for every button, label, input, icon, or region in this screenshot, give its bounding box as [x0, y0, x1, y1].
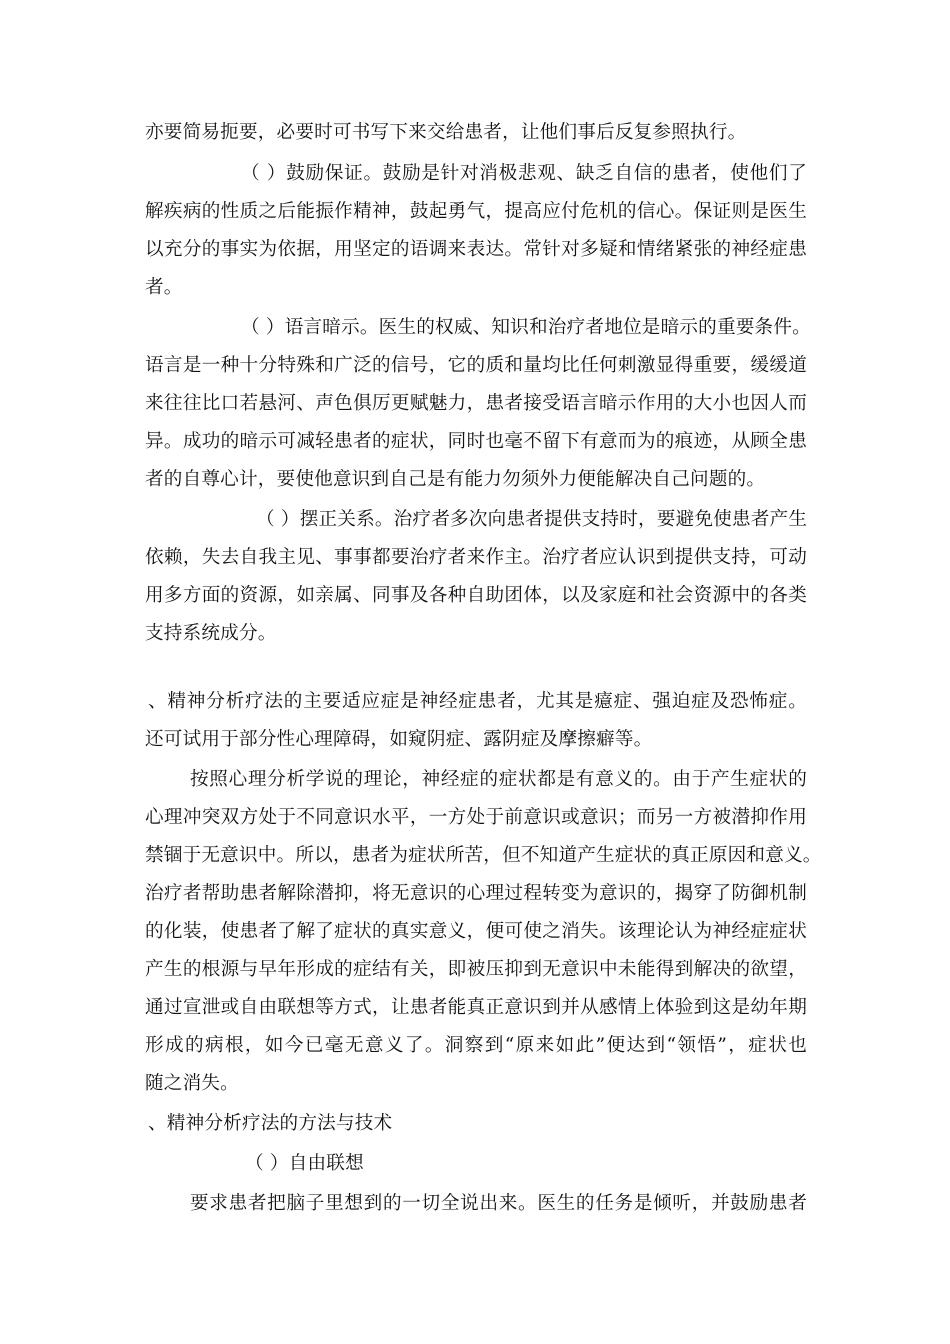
- text-line: 随之消失。: [145, 1073, 239, 1094]
- text-line: 产生的根源与早年形成的症结有关，即被压抑到无意识中未能得到解决的欲望，: [145, 959, 807, 980]
- text-line: 禁锢于无意识中。所以，患者为症状所苦，但不知道产生症状的真正原因和意义。: [145, 845, 822, 866]
- text-line: 要求患者把脑子里想到的一切全说出来。医生的任务是倾听，并鼓励患者: [190, 1193, 807, 1214]
- text-line: 用多方面的资源，如亲属、同事及各种自助团体，以及家庭和社会资源中的各类: [145, 585, 807, 606]
- text-line: 语言是一种十分特殊和广泛的信号，它的质和量均比任何刺激显得重要，缓缓道: [145, 355, 807, 376]
- text-line: 支持系统成分。: [145, 623, 277, 644]
- section-heading: 、精神分析疗法的方法与技术: [148, 1113, 393, 1134]
- text-line: 形成的病根，如今已毫无意义了。洞察到“原来如此”便达到“领悟”，症状也: [145, 1035, 807, 1056]
- text-line: 异。成功的暗示可减轻患者的症状，同时也毫不留下有意而为的痕迹，从顾全患: [145, 431, 807, 452]
- text-line: 亦要简易扼要，必要时可书写下来交给患者，让他们事后反复参照执行。: [145, 122, 747, 143]
- text-line: 者。: [145, 277, 183, 298]
- text-line: （ ）语言暗示。医生的权威、知识和治疗者地位是暗示的重要条件。: [241, 317, 811, 338]
- text-line: 的化装，使患者了解了症状的真实意义，便可使之消失。该理论认为神经症症状: [145, 921, 807, 942]
- text-line: 以充分的事实为依据，用坚定的语调来表达。常针对多疑和情绪紧张的神经症患: [145, 239, 807, 260]
- text-line: 者的自尊心计，要使他意识到自己是有能力勿须外力便能解决自己问题的。: [145, 469, 766, 490]
- text-line: 还可试用于部分性心理障碍，如窥阴症、露阴症及摩擦癖等。: [145, 729, 653, 750]
- text-line: 依赖，失去自我主见、事事都要治疗者来作主。治疗者应认识到提供支持，可动: [145, 547, 807, 568]
- text-line: （ ）摆正关系。治疗者多次向患者提供支持时，要避免使患者产生: [256, 509, 808, 530]
- text-line: 解疾病的性质之后能振作精神，鼓起勇气，提高应付危机的信心。保证则是医生: [145, 201, 807, 222]
- text-line: 通过宣泄或自由联想等方式，让患者能真正意识到并从感情上体验到这是幼年期: [145, 997, 807, 1018]
- text-line: 按照心理分析学说的理论，神经症的症状都是有意义的。由于产生症状的: [190, 769, 807, 790]
- text-line: 来往往比口若悬河、声色俱厉更赋魅力，患者接受语言暗示作用的大小也因人而: [145, 393, 807, 414]
- text-line: 、精神分析疗法的主要适应症是神经症患者，尤其是癔症、强迫症及恐怖症。: [148, 691, 807, 712]
- subsection-heading: （ ）自由联想: [245, 1153, 364, 1174]
- text-line: 治疗者帮助患者解除潜抑，将无意识的心理过程转变为意识的，揭穿了防御机制: [145, 883, 807, 904]
- text-line: （ ）鼓励保证。鼓励是针对消极悲观、缺乏自信的患者，使他们了: [241, 163, 807, 184]
- text-line: 心理冲突双方处于不同意识水平，一方处于前意识或意识；而另一方被潜抑作用: [145, 807, 807, 828]
